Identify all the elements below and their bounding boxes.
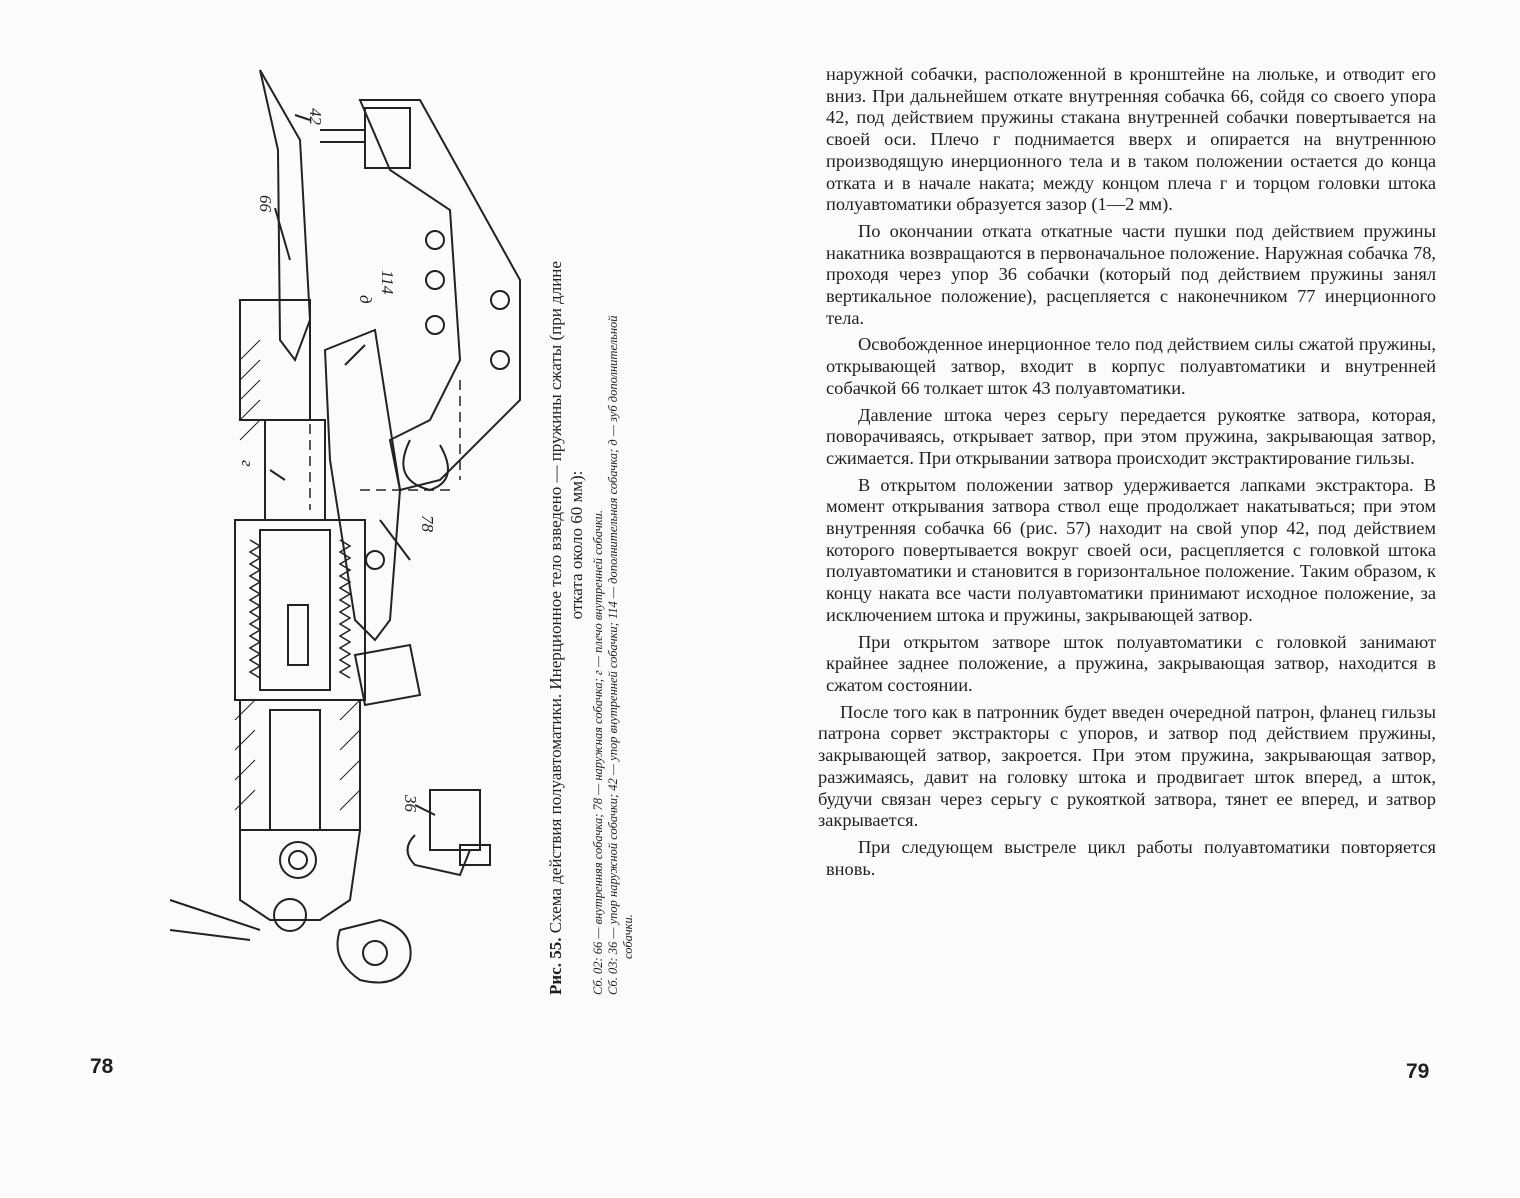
paragraph-1: наружной собачки, расположенной в кронштейне на люльке, и отводит его вниз. При дальнейшем откате внутренняя собачка 66, сойдя со своего упора 42, под действием пружины стакана внутренней собачки повертывается на своей оси. Плечо г поднимается вверх и опирается на внутреннюю производящую инерционного тела и в таком положении остается до конца отката и в начале наката; между концом плеча г и торцом головки штока полуавтоматики образуется зазор (1—2 мм). [826, 64, 1436, 215]
bracket-hole-5 [491, 351, 509, 369]
pivot-2 [274, 899, 306, 931]
figure-caption-wrap [545, 90, 635, 1000]
bracket-hole-4 [491, 291, 509, 309]
bracket-hook [403, 440, 448, 490]
bracket-outline [360, 100, 520, 490]
label-g: г [238, 460, 257, 467]
paragraph-7: После того как в патронник будет введен очередной патрон, фланец гильзы патрона сорвет экстракторы с упоров, и затвор под действием пружины, закрывающей затвор, закроется. При этом пружина, закрывающая затвор, разжимаясь, давит на головку штока и продвигает шток вперед, а шток, будучи связан через серьгу с рукояткой затвора, тянет ее вперед, и затвор закрывается. [818, 701, 1436, 831]
page-number-right: 79 [1406, 1060, 1430, 1083]
rod-housing [265, 420, 325, 520]
lower-round-part [338, 920, 411, 983]
pivot-1 [280, 842, 316, 878]
lower-lug [240, 830, 360, 920]
spring-coils [250, 540, 350, 678]
semi-automatic-diagram [160, 60, 560, 1020]
body-text [818, 64, 1436, 885]
upper-body [240, 300, 310, 420]
label-d: д [356, 295, 375, 304]
paragraph-6: При открытом затворе шток полуавтоматики с головкой занимают крайнее заднее положение, а пружина, закрывающая затвор, находится в сжатом состоянии. [826, 631, 1436, 695]
stop-36 [430, 790, 480, 850]
label-114: 114 [378, 270, 397, 295]
legend-line-1: Сб. 02: 66 — внутренняя собачка; 78 — наружная собачка; г — плечо внутренней собачки. [591, 509, 605, 995]
paragraph-4: Давление штока через серьгу передается рукоятке затвора, которая, поворачиваясь, открывает затвор, при этом пружина, закрывающая затвор, сжимается. При открывании затвора происходит экстрактирование гильзы. [826, 404, 1436, 468]
mechanism-figure [160, 60, 560, 1020]
figure-caption [545, 95, 635, 995]
label-42: 42 [306, 108, 325, 125]
paragraph-5: В открытом положении затвор удерживается лапками экстрактора. В момент открывания затвора ствол еще продолжает накатываться; при этом внутренняя собачка 66 (рис. 57) находит на свой упор 42, под действием которого повертывается вокруг своей оси, расцепляется с головкой штока полуавтоматики и становится в горизонтальное положение. Таким образом, к концу наката все части полуавтоматики принимают исходное положение, за исключением штока и пружины, закрывающей затвор. [826, 474, 1436, 625]
lower-rod [270, 710, 320, 830]
inner-pawl-outline [260, 70, 310, 360]
lower-body [240, 700, 360, 830]
label-78: 78 [418, 515, 437, 532]
bracket-hole-3 [426, 316, 444, 334]
label-36: 36 [401, 795, 420, 812]
caption-legend [591, 95, 636, 995]
paragraph-3: Освобожденное инерционное тело под действием силы сжатой пружины, открывающей затвор, входит в корпус полуавтоматики и внутренней собачкой 66 толкает шток 43 полуавтоматики. [826, 334, 1436, 398]
legend-line-3: собачки. [621, 914, 635, 959]
top-housing [365, 108, 410, 168]
caption-line-1: Схема действия полуавтоматики. Инерционное тело взведено — пружины сжаты (при длине [546, 261, 565, 934]
bracket-hole-1 [426, 231, 444, 249]
caption-title [545, 95, 566, 995]
paragraph-2: По окончании отката откатные части пушки под действием пружины накатника возвращаются в первоначальное положение. Наружная собачка 78, проходя через упор 36 собачки (который под действием пружины занял вертикальное положение), расцепляется с наконечником 77 инерционного тела. [826, 220, 1436, 328]
paragraph-8: При следующем выстреле цикл работы полуавтоматики повторяется вновь. [826, 836, 1436, 879]
label-66: 66 [256, 195, 275, 212]
page-number-left: 78 [90, 1055, 114, 1078]
spring-window [288, 605, 308, 665]
legend-line-2: Сб. 03: 36 — упор наружной собачки; 42 — упор внутренней собачки; 114 — дополнительная собачка; д — зуб дополнительной [606, 315, 620, 995]
outer-pawl-outline [325, 330, 400, 640]
figure-number: Рис. 55. [546, 937, 565, 995]
right-page [760, 0, 1520, 1198]
bracket-hole-2 [426, 271, 444, 289]
caption-line-2: отката около 60 мм): [567, 470, 586, 620]
